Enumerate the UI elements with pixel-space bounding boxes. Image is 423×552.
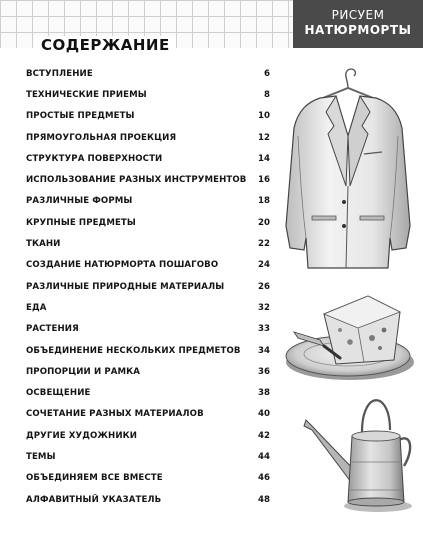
jacket-pocket xyxy=(312,216,336,220)
section-label: РИСУЕМ xyxy=(331,8,385,22)
toc-item[interactable] xyxy=(26,468,270,489)
toc-item[interactable] xyxy=(26,191,270,212)
toc-item-title: АЛФАВИТНЫЙ УКАЗАТЕЛЬ xyxy=(26,494,162,505)
watering-can-illustration xyxy=(300,390,415,514)
toc-item-title: ВСТУПЛЕНИЕ xyxy=(26,68,93,79)
can-base xyxy=(348,498,404,506)
toc-item-title: СОЗДАНИЕ НАТЮРМОРТА ПОШАГОВО xyxy=(26,260,219,271)
toc-item-title: РАСТЕНИЯ xyxy=(26,324,79,335)
jacket-body xyxy=(286,96,410,268)
section-header-tab xyxy=(293,0,423,48)
toc-item-title: ОСВЕЩЕНИЕ xyxy=(26,388,91,399)
toc-item-page: 22 xyxy=(258,239,270,250)
toc-item-title: ПРОПОРЦИИ И РАМКА xyxy=(26,366,141,377)
page-title: СОДЕРЖАНИЕ xyxy=(35,36,176,54)
toc-item-title: ТЕМЫ xyxy=(26,451,56,462)
toc-item-page: 42 xyxy=(258,430,270,441)
can-body xyxy=(348,436,404,502)
jacket-illustration xyxy=(280,66,416,272)
toc-item[interactable] xyxy=(26,276,270,297)
can-top-handle xyxy=(362,400,390,432)
toc-item[interactable] xyxy=(26,63,270,84)
toc-item-title: РАЗЛИЧНЫЕ ПРИРОДНЫЕ МАТЕРИАЛЫ xyxy=(26,281,225,292)
cheese-plate-illustration xyxy=(280,282,416,382)
toc-item-title: ТЕХНИЧЕСКИЕ ПРИЕМЫ xyxy=(26,89,147,100)
toc-item-page: 36 xyxy=(258,366,270,377)
toc-item-page: 8 xyxy=(264,89,270,100)
toc-item-page: 20 xyxy=(258,217,270,228)
toc-item[interactable] xyxy=(26,382,270,403)
toc-item[interactable] xyxy=(26,212,270,233)
toc-item[interactable] xyxy=(26,446,270,467)
toc-item-title: ПРОСТЫЕ ПРЕДМЕТЫ xyxy=(26,111,135,122)
toc-item-title: КРУПНЫЕ ПРЕДМЕТЫ xyxy=(26,217,136,228)
toc-item-title: ТКАНИ xyxy=(26,239,61,250)
toc-item-page: 10 xyxy=(258,111,270,122)
toc-item[interactable] xyxy=(26,255,270,276)
toc-item[interactable] xyxy=(26,425,270,446)
toc-item-title: ЕДА xyxy=(26,302,47,313)
table-of-contents xyxy=(26,63,270,510)
toc-item[interactable] xyxy=(26,127,270,148)
toc-item-page: 24 xyxy=(258,260,270,271)
toc-item[interactable] xyxy=(26,404,270,425)
toc-item-page: 40 xyxy=(258,409,270,420)
toc-item-page: 14 xyxy=(258,153,270,164)
jacket-pocket xyxy=(360,216,384,220)
toc-item[interactable] xyxy=(26,489,270,510)
toc-item-title: СТРУКТУРА ПОВЕРХНОСТИ xyxy=(26,153,163,164)
toc-item[interactable] xyxy=(26,361,270,382)
toc-item[interactable] xyxy=(26,233,270,254)
jacket-button xyxy=(342,200,346,204)
toc-item-title: РАЗЛИЧНЫЕ ФОРМЫ xyxy=(26,196,133,207)
toc-item[interactable] xyxy=(26,106,270,127)
toc-item[interactable] xyxy=(26,297,270,318)
toc-item[interactable] xyxy=(26,169,270,190)
toc-item-title: ОБЪЕДИНЯЕМ ВСЕ ВМЕСТЕ xyxy=(26,473,163,484)
toc-item-title: ПРЯМОУГОЛЬНАЯ ПРОЕКЦИЯ xyxy=(26,132,177,143)
can-rim xyxy=(352,431,400,441)
jacket-button xyxy=(342,224,346,228)
toc-item-page: 48 xyxy=(258,494,270,505)
hanger-hook xyxy=(346,69,356,88)
toc-item[interactable] xyxy=(26,148,270,169)
toc-item-page: 16 xyxy=(258,175,270,186)
toc-item-page: 12 xyxy=(258,132,270,143)
toc-item-title: ДРУГИЕ ХУДОЖНИКИ xyxy=(26,430,138,441)
toc-item-title: ОБЪЕДИНЕНИЕ НЕСКОЛЬКИХ ПРЕДМЕТОВ xyxy=(26,345,241,356)
toc-item[interactable] xyxy=(26,340,270,361)
can-spout xyxy=(304,420,356,486)
toc-item-page: 44 xyxy=(258,451,270,462)
toc-item-title: ИСПОЛЬЗОВАНИЕ РАЗНЫХ ИНСТРУМЕНТОВ xyxy=(26,175,247,186)
section-title: НАТЮРМОРТЫ xyxy=(304,23,412,37)
toc-item-page: 34 xyxy=(258,345,270,356)
toc-item-page: 46 xyxy=(258,473,270,484)
toc-item-page: 6 xyxy=(264,68,270,79)
toc-item[interactable] xyxy=(26,319,270,340)
toc-item[interactable] xyxy=(26,84,270,105)
toc-item-page: 32 xyxy=(258,302,270,313)
toc-item-page: 33 xyxy=(258,324,270,335)
toc-item-page: 38 xyxy=(258,388,270,399)
toc-item-title: СОЧЕТАНИЕ РАЗНЫХ МАТЕРИАЛОВ xyxy=(26,409,204,420)
toc-item-page: 18 xyxy=(258,196,270,207)
toc-item-page: 26 xyxy=(258,281,270,292)
